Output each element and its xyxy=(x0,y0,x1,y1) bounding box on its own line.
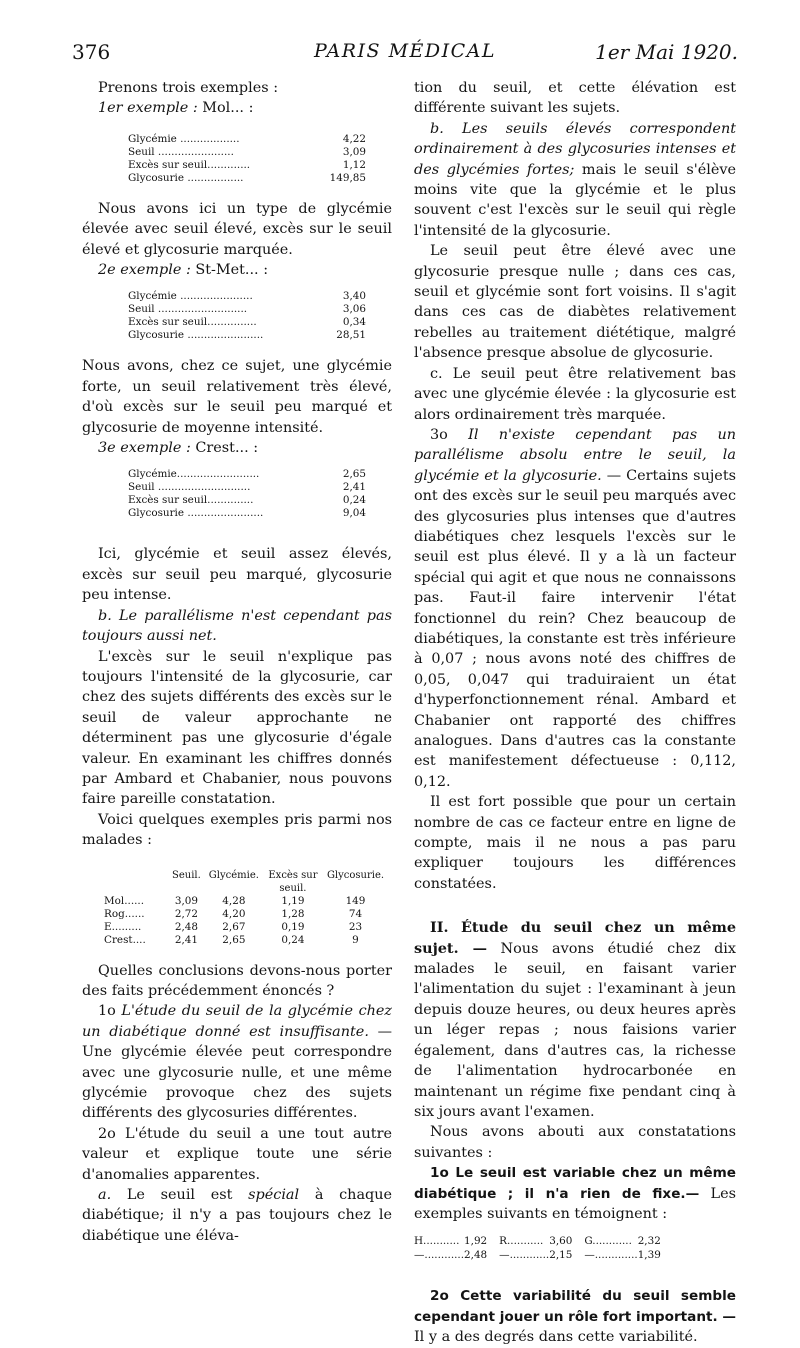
table-row xyxy=(414,1234,673,1248)
row-label: Seuil ........................... xyxy=(128,303,248,316)
row-value: 4,22 xyxy=(342,132,366,145)
table-cell: —............ xyxy=(499,1249,550,1262)
row-label: Glycosurie ....................... xyxy=(128,507,264,520)
section-paragraph xyxy=(414,918,736,1122)
table-example-3 xyxy=(128,468,366,520)
table-cell: Mol...... xyxy=(104,894,145,907)
row-label: Excès sur seuil.............. xyxy=(128,494,254,507)
paragraph xyxy=(82,1001,392,1123)
table-cell: H........... xyxy=(414,1235,460,1248)
table-cell: 4,28 xyxy=(222,894,246,907)
row-label: Seuil ............................ xyxy=(128,481,251,494)
table-row xyxy=(128,159,366,172)
variability-table xyxy=(414,1234,673,1262)
example-label: 3e exemple : xyxy=(98,440,191,457)
patient-name: Mol... : xyxy=(202,100,254,117)
row-value: 0,34 xyxy=(342,316,366,329)
paragraph-text: à chaque diabétique; il n'y a pas toujours chez le diabétique une éléva- xyxy=(82,1187,393,1244)
row-value: 3,40 xyxy=(342,290,366,303)
paragraph xyxy=(414,425,736,792)
table-cell: 3,60 xyxy=(549,1235,573,1248)
table-cell: 2,48 xyxy=(464,1249,488,1262)
paragraph: Ici, glycémie et seuil assez élevés, excès sur seuil peu marqué, glycosurie peu intense. xyxy=(82,546,392,604)
italic-word: spécial xyxy=(248,1187,300,1204)
table-cell: 2,15 xyxy=(549,1249,573,1262)
table-cell: 74 xyxy=(348,907,363,920)
table-row xyxy=(128,133,366,146)
issue-date: 1er Mai 1920. xyxy=(595,40,738,64)
paragraph xyxy=(414,119,736,241)
paragraph: Il est fort possible que pour un certain nombre de cas ce facteur entre en ligne de compte, mais il ne nous a pas paru expliquer toujours les différences constatées. xyxy=(414,794,736,892)
table-cell: 2,67 xyxy=(222,920,246,933)
table-row xyxy=(100,895,388,908)
paragraph: b. Le parallélisme n'est cependant pas toujours aussi net. xyxy=(82,607,392,645)
table-cell: 1,92 xyxy=(464,1235,488,1248)
table-row xyxy=(128,303,366,316)
paragraph: tion du seuil, et cette élévation est différente suivant les sujets. xyxy=(414,80,736,117)
table-cell: E......... xyxy=(104,920,142,933)
table-row xyxy=(100,908,388,921)
row-value: 9,04 xyxy=(342,507,366,520)
right-column xyxy=(414,78,736,1348)
row-value: 2,65 xyxy=(342,468,366,481)
column-header: Excès sur seuil. xyxy=(268,869,318,894)
column-header: Glycosurie. xyxy=(326,869,385,881)
table-cell: —............ xyxy=(414,1249,465,1262)
journal-title: PARIS MÉDICAL xyxy=(313,40,497,62)
table-row xyxy=(100,921,388,934)
row-value: 28,51 xyxy=(336,329,366,342)
paragraph xyxy=(414,1286,736,1347)
table-row xyxy=(128,481,366,494)
table-row xyxy=(128,316,366,329)
paragraph-text: — Une glycémie élevée peut correspondre avec une glycosurie nulle, et une même glycémie provoque chez des sujets différents des glycosuries différentes. xyxy=(82,1023,392,1122)
paragraph: Voici quelques exemples pris parmi nos malades : xyxy=(82,811,392,849)
paragraph-text: Le seuil est xyxy=(126,1187,233,1204)
table-cell: 2,41 xyxy=(174,933,198,946)
table-cell: 0,24 xyxy=(281,933,305,946)
table-row xyxy=(128,507,366,520)
table-cell: Rog...... xyxy=(104,907,145,920)
row-label: Excès sur seuil............... xyxy=(128,316,257,329)
column-header: Glycémie. xyxy=(208,869,259,881)
table-cell: 2,72 xyxy=(174,907,198,920)
item-number: 1o xyxy=(98,1003,116,1020)
table-row xyxy=(414,1248,673,1262)
example-heading xyxy=(82,98,392,118)
page-header xyxy=(72,40,738,70)
table-row xyxy=(128,329,366,342)
paragraph: Quelles conclusions devons-nous porter des faits précédemment énoncés ? xyxy=(82,962,392,999)
paragraph: Le seuil peut être élevé avec une glycosurie presque nulle ; dans ces cas, seuil et glycémie sont fort voisins. Il s'agit dans ces cas de diabètes relativement rebelles au traitement diététique, malgré l'absence presque absolue de glycosurie. xyxy=(414,243,736,362)
italic-statement: L'étude du seuil de la glycémie chez un diabétique donné est insuffisante. xyxy=(82,1003,393,1040)
table-row xyxy=(128,494,366,507)
paragraph xyxy=(414,1163,736,1224)
table-cell: 3,09 xyxy=(174,894,198,907)
paragraph: Prenons trois exemples : xyxy=(98,80,279,96)
table-cell: 1,19 xyxy=(281,894,305,907)
paragraph: 2o L'étude du seuil a une tout autre valeur et explique toute une série d'anomalies apparentes. xyxy=(82,1125,392,1183)
example-label: 2e exemple : xyxy=(98,262,191,279)
bold-statement: 2o Cette variabilité du seuil semble cependant jouer un rôle fort important. — xyxy=(414,1288,736,1325)
example-heading xyxy=(82,260,392,280)
table-example-1 xyxy=(128,133,366,185)
table-cell: G............ xyxy=(584,1235,632,1248)
paragraph: c. Le seuil peut être relativement bas avec une glycémie élevée : la glycosurie est alors ordinairement très marquée. xyxy=(414,365,736,423)
row-label: Glycosurie ....................... xyxy=(128,329,264,342)
comparison-table xyxy=(100,869,388,947)
table-cell: Crest.... xyxy=(104,933,146,946)
paragraph-text: — Certains sujets ont des excès sur le seuil peu marqués avec des glycosuries plus intenses que d'autres diabétiques chez lesquels l'excès sur le seuil est plus élevé. Il y a là un facteur spécial qui agit et que nous ne connaissons pas. Faut-il faire intervenir l'état fonctionnel du rein? Chez beaucoup de diabétiques, la constante est très inférieure à 0,07 ; nous avons noté des chiffres de 0,05, 0,047 qui traduiraient un état d'hyperfonctionnement rénal. Ambard et Chabanier ont rapporté des chiffres analogues. Dans d'autres cas la constante est manifestement défectueuse : 0,112, 0,12. xyxy=(414,467,736,790)
table-row xyxy=(128,172,366,185)
column-header xyxy=(100,869,168,895)
row-value: 3,09 xyxy=(342,145,366,158)
table-cell: 1,39 xyxy=(637,1249,661,1262)
row-label: Glycémie .................. xyxy=(128,132,240,145)
paragraph-text: Il y a des degrés dans cette variabilité. xyxy=(414,1329,698,1346)
table-row xyxy=(128,468,366,481)
row-label: Glycémie ...................... xyxy=(128,290,253,303)
paragraph: L'excès sur le seuil n'explique pas toujours l'intensité de la glycosurie, car chez des sujets différents des excès sur le seuil de valeur approchante ne déterminent pas une glycosurie d'égale valeur. En examinant les chiffres donnés par Ambard et Chabanier, nous pouvons faire pareille constatation. xyxy=(82,648,392,808)
paragraph: Nous avons, chez ce sujet, une glycémie forte, un seuil relativement très élevé, d'où excès sur le seuil peu marqué et glycosurie de moyenne intensité. xyxy=(82,358,392,436)
page-number: 376 xyxy=(72,40,111,64)
row-value: 2,41 xyxy=(342,481,366,494)
table-cell: —............. xyxy=(584,1249,638,1262)
paragraph: Nous avons abouti aux constatations suivantes : xyxy=(414,1124,736,1161)
table-cell: 1,28 xyxy=(281,907,305,920)
row-value: 1,12 xyxy=(342,158,366,171)
italic-statement: Il n'existe cependant pas un parallélisme absolu entre le seuil, la glycémie et la glycosurie. xyxy=(414,426,736,484)
table-cell: 0,19 xyxy=(281,920,305,933)
paragraph-text: mais le seuil s'élève moins vite que la glycémie et le plus souvent c'est l'excès sur le seuil qui règle l'intensité de la glycosurie. xyxy=(414,161,736,239)
table-cell: 23 xyxy=(348,920,363,933)
row-label: Seuil ....................... xyxy=(128,145,234,158)
italic-statement: b. Les seuils élevés correspondent ordinairement à des glycosuries intenses et des glycémies fortes; xyxy=(414,120,736,178)
example-label: 1er exemple : xyxy=(98,100,198,117)
example-heading xyxy=(82,438,392,458)
column-header: Seuil. xyxy=(172,869,201,881)
paragraph: Nous avons ici un type de glycémie élevée avec seuil élevé, excès sur le seuil élevé et glycosurie marquée. xyxy=(82,200,392,258)
left-column xyxy=(82,78,392,1246)
table-example-2 xyxy=(128,290,366,342)
table-row xyxy=(128,290,366,303)
section-heading: II. Étude du seuil chez un même sujet. — xyxy=(414,919,736,957)
table-cell: 2,65 xyxy=(222,933,246,946)
item-number: 3o xyxy=(430,426,448,443)
table-cell: 4,20 xyxy=(222,907,246,920)
patient-name: Crest... : xyxy=(195,440,259,457)
item-letter: a. xyxy=(98,1187,112,1204)
patient-name: St-Met... : xyxy=(195,262,269,279)
paragraph xyxy=(82,1185,392,1246)
table-cell: 2,32 xyxy=(637,1235,661,1248)
table-cell: 2,48 xyxy=(174,920,198,933)
paragraph-text: Les exemples suivants en témoignent : xyxy=(414,1185,736,1222)
paragraph-text: Nous avons étudié chez dix malades le seuil, en faisant varier l'alimentation du sujet : l'examinant à jeun depuis douze heures, ou deux heures après un léger repas ; nous faisions varier également, dans d'autres cas, la richesse de l'alimentation hydrocarbonée en maintenant un régime fixe pendant cinq à six jours avant l'examen. xyxy=(414,940,736,1120)
table-cell: 9 xyxy=(352,933,359,946)
row-value: 3,06 xyxy=(342,303,366,316)
table-header-row xyxy=(100,869,388,895)
row-label: Glycémie......................... xyxy=(128,468,260,481)
table-row xyxy=(128,146,366,159)
table-row xyxy=(100,934,388,947)
table-cell: 149 xyxy=(345,894,366,907)
table-cell: R........... xyxy=(499,1235,544,1248)
bold-statement: 1o Le seuil est variable chez un même diabétique ; il n'a rien de fixe.— xyxy=(414,1165,736,1202)
row-label: Excès sur seuil............. xyxy=(128,158,251,171)
row-value: 149,85 xyxy=(329,171,366,184)
row-value: 0,24 xyxy=(342,494,366,507)
row-label: Glycosurie ................. xyxy=(128,171,244,184)
